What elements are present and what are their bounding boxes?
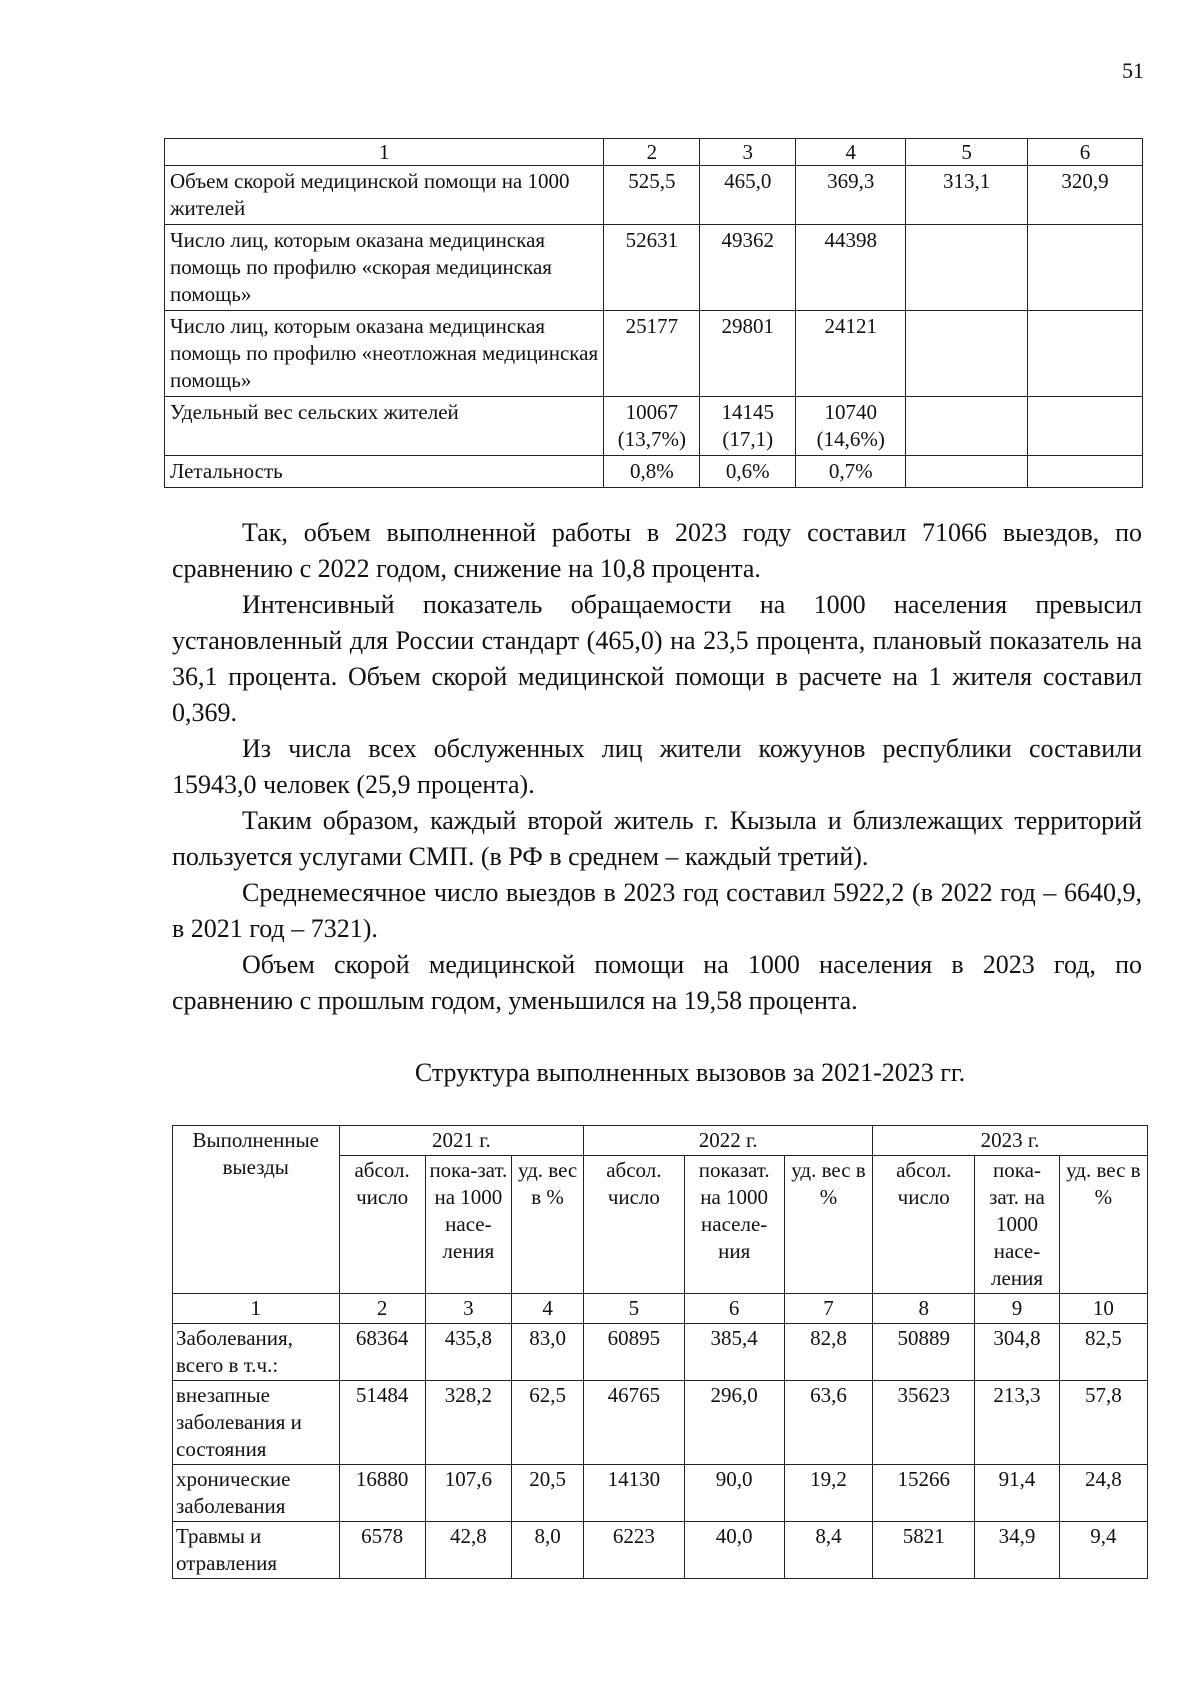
cell-value: 385,4: [684, 1324, 784, 1381]
cell-value: 0,7%: [796, 456, 906, 488]
cell-value: 42,8: [425, 1522, 511, 1579]
cell-value: [906, 456, 1028, 488]
column-number: 3: [700, 139, 796, 166]
cell-value: 6223: [584, 1522, 684, 1579]
cell-value: 369,3: [796, 166, 906, 225]
subheader: уд. вес в %: [784, 1156, 872, 1294]
cell-value: [1028, 456, 1143, 488]
subheader: абсол. число: [339, 1156, 425, 1294]
table-row: [165, 225, 1143, 311]
cell-value: 24121: [796, 311, 906, 397]
column-number: 4: [796, 139, 906, 166]
table-row: [165, 166, 1143, 225]
cell-value: 44398: [796, 225, 906, 311]
cell-value: 57,8: [1059, 1381, 1147, 1465]
column-number: 4: [512, 1294, 584, 1324]
paragraph: Интенсивный показатель обращаемости на 1000 населения превысил установленный для России стандарт (465,0) на 23,5 процента, плановый показатель на 36,1 процента. Объем скорой медицинской помощи в расчете на 1 жителя составил 0,369.: [172, 590, 1142, 727]
cell-value: 213,3: [975, 1381, 1059, 1465]
row-label: Число лиц, которым оказана медицинская помощь по профилю «скорая медицинская помощь»: [165, 225, 604, 311]
cell-value: 68364: [339, 1324, 425, 1381]
subheader: показат. на 1000 населе-ния: [684, 1156, 784, 1294]
cell-value: 10740 (14,6%): [796, 397, 906, 456]
row-label: Заболевания, всего в т.ч.:: [173, 1324, 340, 1381]
cell-value: 25177: [604, 311, 700, 397]
subheader: уд. вес в %: [512, 1156, 584, 1294]
table-header-row: [165, 139, 1143, 166]
cell-value: 6578: [339, 1522, 425, 1579]
cell-value: 14145 (17,1): [700, 397, 796, 456]
column-number: 10: [1059, 1294, 1147, 1324]
column-number: 7: [784, 1294, 872, 1324]
table-row: [165, 397, 1143, 456]
column-number: 5: [906, 139, 1028, 166]
row-label: внезапные заболевания и состояния: [173, 1381, 340, 1465]
subheader: уд. вес в %: [1059, 1156, 1147, 1294]
cell-value: 8,4: [784, 1522, 872, 1579]
table-header-row: [173, 1126, 1148, 1156]
cell-value: 10067 (13,7%): [604, 397, 700, 456]
column-number: 2: [339, 1294, 425, 1324]
subheader: пока-зат. на 1000 насе-ления: [975, 1156, 1059, 1294]
cell-value: 465,0: [700, 166, 796, 225]
table-row: [173, 1465, 1148, 1522]
indicators-table: [164, 138, 1143, 488]
column-number-row: [173, 1294, 1148, 1324]
cell-value: 40,0: [684, 1522, 784, 1579]
column-number: 2: [604, 139, 700, 166]
column-number: 6: [1028, 139, 1143, 166]
cell-value: 35623: [873, 1381, 975, 1465]
cell-value: 29801: [700, 311, 796, 397]
cell-value: 91,4: [975, 1465, 1059, 1522]
cell-value: 34,9: [975, 1522, 1059, 1579]
cell-value: 15266: [873, 1465, 975, 1522]
row-label: Травмы и отравления: [173, 1522, 340, 1579]
cell-value: 313,1: [906, 166, 1028, 225]
cell-value: [906, 397, 1028, 456]
cell-value: 50889: [873, 1324, 975, 1381]
subheader: абсол. число: [584, 1156, 684, 1294]
cell-value: [1028, 397, 1143, 456]
cell-value: 60895: [584, 1324, 684, 1381]
cell-value: 9,4: [1059, 1522, 1147, 1579]
cell-value: 20,5: [512, 1465, 584, 1522]
cell-value: 51484: [339, 1381, 425, 1465]
paragraph: Среднемесячное число выездов в 2023 год составил 5922,2 (в 2022 год – 6640,9, в 2021 год – 7321).: [172, 878, 1142, 943]
year-header: 2022 г.: [584, 1126, 873, 1156]
row-label: Удельный вес сельских жителей: [165, 397, 604, 456]
cell-value: 82,8: [784, 1324, 872, 1381]
cell-value: 46765: [584, 1381, 684, 1465]
cell-value: 24,8: [1059, 1465, 1147, 1522]
paragraph: Так, объем выполненной работы в 2023 году составил 71066 выездов, по сравнению с 2022 годом, снижение на 10,8 процента.: [172, 518, 1142, 583]
cell-value: 19,2: [784, 1465, 872, 1522]
year-header: 2023 г.: [873, 1126, 1148, 1156]
cell-value: 328,2: [425, 1381, 511, 1465]
cell-value: 304,8: [975, 1324, 1059, 1381]
column-number: 8: [873, 1294, 975, 1324]
cell-value: 107,6: [425, 1465, 511, 1522]
cell-value: 0,6%: [700, 456, 796, 488]
year-header: 2021 г.: [339, 1126, 584, 1156]
row-header: Выполненные выезды: [173, 1126, 340, 1294]
table-row: [165, 311, 1143, 397]
paragraph: Таким образом, каждый второй житель г. Кызыла и близлежащих территорий пользуется услугами СМП. (в РФ в среднем – каждый третий).: [172, 806, 1142, 871]
cell-value: 14130: [584, 1465, 684, 1522]
column-number: 5: [584, 1294, 684, 1324]
table-row: [173, 1522, 1148, 1579]
cell-value: 525,5: [604, 166, 700, 225]
cell-value: 296,0: [684, 1381, 784, 1465]
table-row: [165, 456, 1143, 488]
row-label: Летальность: [165, 456, 604, 488]
cell-value: 83,0: [512, 1324, 584, 1381]
cell-value: 52631: [604, 225, 700, 311]
cell-value: 90,0: [684, 1465, 784, 1522]
subheader: пока-зат. на 1000 насе-ления: [425, 1156, 511, 1294]
row-label: хронические заболевания: [173, 1465, 340, 1522]
cell-value: 320,9: [1028, 166, 1143, 225]
column-number: 6: [684, 1294, 784, 1324]
cell-value: 62,5: [512, 1381, 584, 1465]
cell-value: [906, 311, 1028, 397]
column-number: 1: [173, 1294, 340, 1324]
column-number: 9: [975, 1294, 1059, 1324]
page-number: 51: [1122, 58, 1144, 83]
calls-structure-table: [172, 1125, 1148, 1579]
cell-value: 49362: [700, 225, 796, 311]
paragraph: Объем скорой медицинской помощи на 1000 населения в 2023 год, по сравнению с прошлым годом, уменьшился на 19,58 процента.: [172, 950, 1142, 1015]
table-title: Структура выполненных вызовов за 2021-2023 гг.: [414, 1058, 966, 1087]
cell-value: 0,8%: [604, 456, 700, 488]
cell-value: 63,6: [784, 1381, 872, 1465]
cell-value: [1028, 311, 1143, 397]
cell-value: 82,5: [1059, 1324, 1147, 1381]
column-number: 3: [425, 1294, 511, 1324]
body-text: [172, 515, 1142, 1019]
cell-value: [906, 225, 1028, 311]
cell-value: 16880: [339, 1465, 425, 1522]
subheader: абсол. число: [873, 1156, 975, 1294]
table-row: [173, 1324, 1148, 1381]
cell-value: [1028, 225, 1143, 311]
table-row: [173, 1381, 1148, 1465]
column-number: 1: [165, 139, 604, 166]
cell-value: 435,8: [425, 1324, 511, 1381]
cell-value: 8,0: [512, 1522, 584, 1579]
cell-value: 5821: [873, 1522, 975, 1579]
row-label: Число лиц, которым оказана медицинская помощь по профилю «неотложная медицинская помощь»: [165, 311, 604, 397]
row-label: Объем скорой медицинской помощи на 1000 жителей: [165, 166, 604, 225]
paragraph: Из числа всех обслуженных лиц жители кожуунов республики составили 15943,0 человек (25,9 процента).: [172, 734, 1142, 799]
